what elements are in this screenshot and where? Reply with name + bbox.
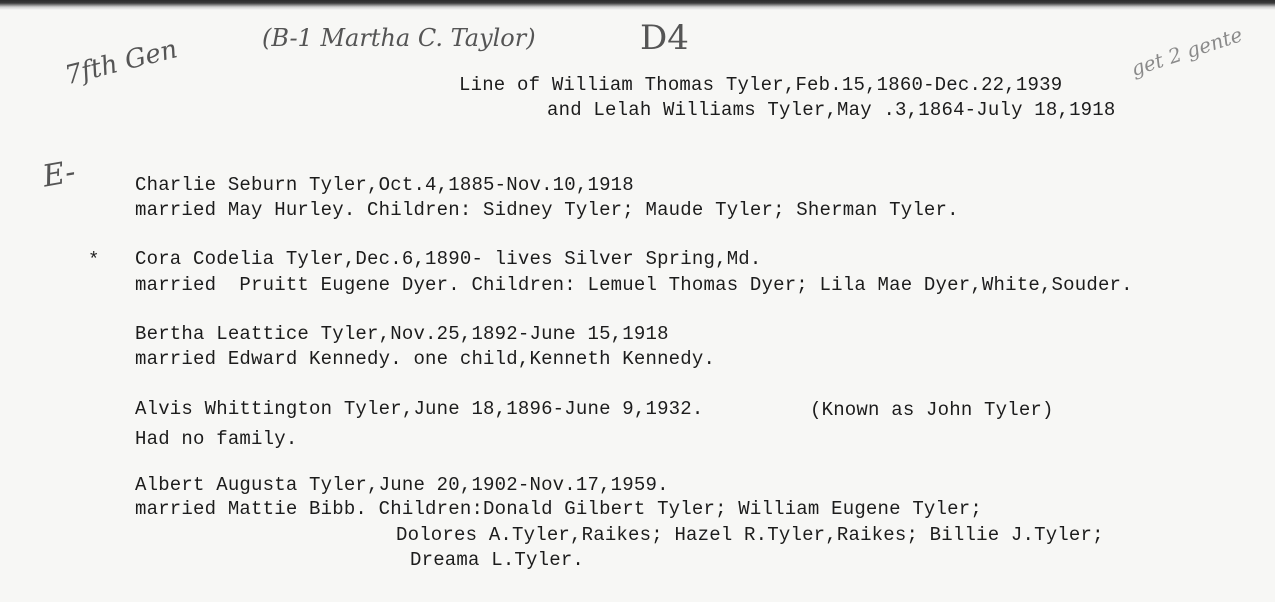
entry-5-line-1: Albert Augusta Tyler,June 20,1902-Nov.17,1959. bbox=[135, 474, 669, 496]
entry-2-marker: * bbox=[88, 249, 100, 271]
entry-4-note: (Known as John Tyler) bbox=[810, 399, 1054, 421]
entry-2-line-2: married Pruitt Eugene Dyer. Children: Lemuel Thomas Dyer; Lila Mae Dyer,White,Souder. bbox=[135, 274, 1133, 296]
entry-5-line-2: married Mattie Bibb. Children:Donald Gilbert Tyler; William Eugene Tyler; bbox=[135, 498, 982, 520]
entry-5-line-4: Dreama L.Tyler. bbox=[410, 549, 585, 571]
scan-top-edge bbox=[0, 0, 1275, 10]
entry-3-line-2: married Edward Kennedy. one child,Kenneth Kennedy. bbox=[135, 348, 716, 370]
entry-4-line-2: Had no family. bbox=[135, 428, 298, 450]
handwritten-corner-note: get 2 gente bbox=[1128, 22, 1246, 81]
entry-4-line-1: Alvis Whittington Tyler,June 18,1896-June 9,1932. bbox=[135, 398, 704, 420]
handwritten-generation-note: 7fth Gen bbox=[62, 34, 181, 92]
entry-5-line-3: Dolores A.Tyler,Raikes; Hazel R.Tyler,Raikes; Billie J.Tyler; bbox=[396, 524, 1104, 546]
entry-1-line-1: Charlie Seburn Tyler,Oct.4,1885-Nov.10,1918 bbox=[135, 174, 634, 196]
handwritten-letter-note: E- bbox=[40, 154, 79, 195]
header-line-1: Line of William Thomas Tyler,Feb.15,1860-Dec.22,1939 bbox=[459, 74, 1063, 96]
entry-2-line-1: Cora Codelia Tyler,Dec.6,1890- lives Silver Spring,Md. bbox=[135, 248, 762, 270]
handwritten-code-note: D4 bbox=[640, 18, 689, 58]
handwritten-reference-note: (B-1 Martha C. Taylor) bbox=[262, 24, 536, 52]
header-line-2: and Lelah Williams Tyler,May .3,1864-July 18,1918 bbox=[547, 99, 1116, 121]
entry-1-line-2: married May Hurley. Children: Sidney Tyler; Maude Tyler; Sherman Tyler. bbox=[135, 199, 959, 221]
entry-3-line-1: Bertha Leattice Tyler,Nov.25,1892-June 15,1918 bbox=[135, 323, 669, 345]
